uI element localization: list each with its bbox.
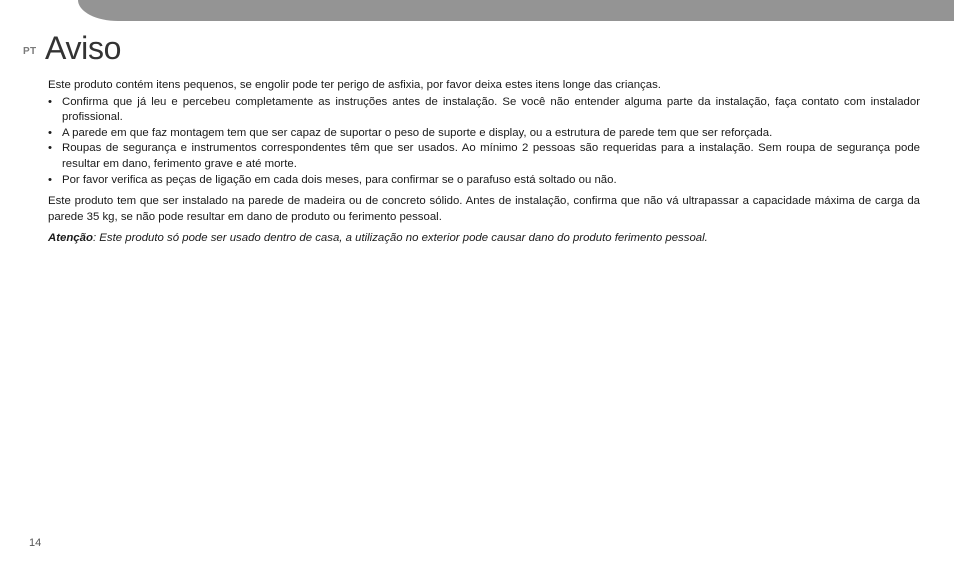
bullet-icon: • — [48, 142, 52, 155]
bullet-icon: • — [48, 95, 52, 108]
attention-text: : Este produto só pode ser usado dentro de casa, a utilização no exterior pode causar dano do produto ferimento pessoal. — [92, 232, 708, 245]
bullet-icon: • — [48, 126, 52, 139]
attention-note — [48, 231, 920, 247]
language-tag: PT — [23, 46, 37, 57]
list-item-text: Roupas de segurança e instrumentos correspondentes têm que ser usados. Ao mínimo 2 pessoas são requeridas para a instalação. Sem roupa de segurança pode resultar em dano, ferimento grave e até morte. — [62, 142, 920, 170]
list-item-text: Confirma que já leu e percebeu completamente as instruções antes de instalação. Se você não entender alguma parte da instalação, faça contato com instalador profissional. — [62, 95, 920, 124]
warning-content — [48, 78, 920, 247]
list-item — [48, 95, 920, 126]
bullet-icon: • — [48, 173, 52, 186]
list-item — [48, 141, 920, 172]
header-band — [78, 0, 954, 21]
warning-list — [48, 95, 920, 189]
page-number: 14 — [29, 537, 42, 549]
intro-paragraph: Este produto contém itens pequenos, se engolir pode ter perigo de asfixia, por favor deixa estes itens longe das crianças. — [48, 79, 661, 91]
attention-label: Atenção — [48, 232, 93, 245]
list-item-text: A parede em que faz montagem tem que ser capaz de suportar o peso de suporte e display, ou a estrutura de parede tem que ser reforçada. — [62, 126, 773, 139]
page-title: Aviso — [45, 30, 122, 66]
list-item-text: Por favor verifica as peças de ligação em cada dois meses, para confirmar se o parafuso está soltado ou não. — [62, 173, 617, 186]
list-item — [48, 173, 920, 189]
installation-paragraph: Este produto tem que ser instalado na parede de madeira ou de concreto sólido. Antes de instalação, confirma que não vá ultrapassar a capacidade máxima de carga da parede 35 kg, se não pode resultar em dano de produto ou ferimento pessoal. — [48, 195, 920, 223]
list-item — [48, 126, 920, 142]
